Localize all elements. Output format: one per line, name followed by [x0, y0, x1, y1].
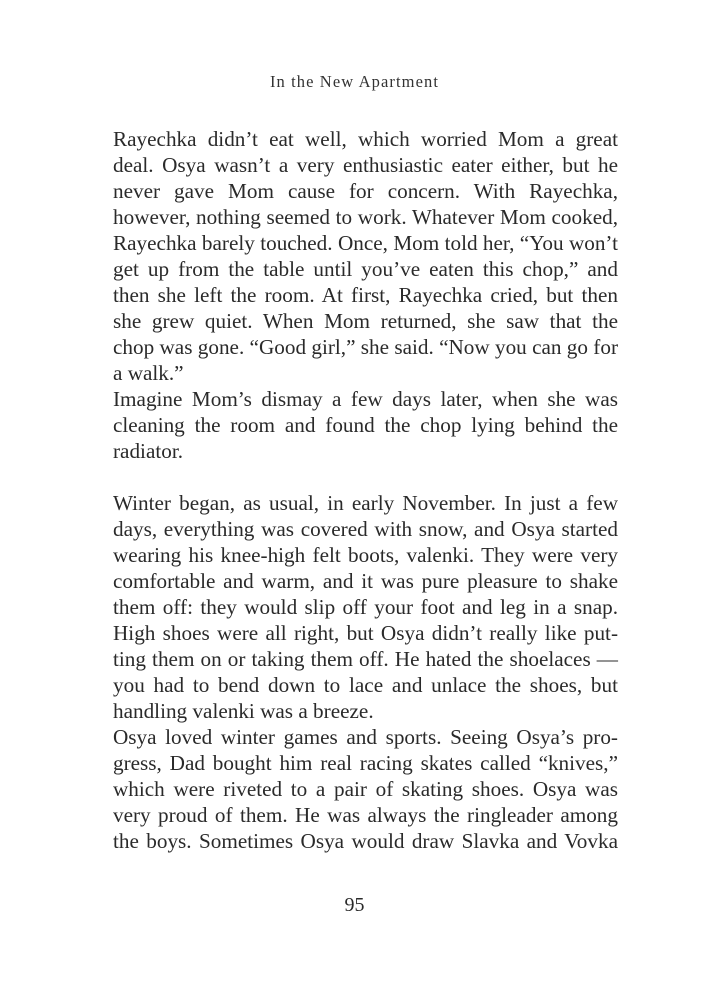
- text-line: which were riveted to a pair of skating shoes. Osya was: [113, 777, 618, 801]
- text-line: handling valenki was a breeze.: [113, 699, 374, 723]
- section-break: [91, 464, 618, 490]
- text-line: them off: they would slip off your foot and leg in a snap.: [113, 595, 618, 619]
- text-line: the boys. Sometimes Osya would draw Slavka and Vovka: [113, 829, 618, 853]
- text-line: comfortable and warm, and it was pure pleasure to shake: [113, 569, 618, 593]
- paragraph-chop-behind-radiator: [91, 386, 618, 464]
- running-head: In the New Apartment: [269, 72, 440, 91]
- text-line: chop was gone. “Good girl,” she said. “Now you can go for: [113, 335, 618, 359]
- section-1: [91, 126, 618, 464]
- text-line: gress, Dad bought him real racing skates called “knives,”: [113, 751, 618, 775]
- text-line: ting them on or taking them off. He hated the shoelaces —: [113, 647, 618, 671]
- text-line: deal. Osya wasn’t a very enthusiastic eater either, but he: [113, 153, 618, 177]
- section-2: [91, 490, 618, 854]
- text-line: days, everything was covered with snow, and Osya started: [113, 517, 618, 541]
- text-line: then she left the room. At first, Rayechka cried, but then: [113, 283, 618, 307]
- paragraph-skates: [91, 724, 618, 854]
- text-line: she grew quiet. When Mom returned, she saw that the: [113, 309, 618, 333]
- text-line: Imagine Mom’s dismay a few days later, when she was: [113, 387, 618, 411]
- text-line: Rayechka didn’t eat well, which worried Mom a great: [113, 127, 618, 151]
- page-number: 95: [344, 894, 365, 916]
- text-line: a walk.”: [113, 361, 184, 385]
- text-line: cleaning the room and found the chop lying behind the: [113, 413, 618, 437]
- paragraph-winter-valenki: [91, 490, 618, 724]
- text-line: get up from the table until you’ve eaten this chop,” and: [113, 257, 618, 281]
- text-line: Rayechka barely touched. Once, Mom told her, “You won’t: [113, 231, 618, 255]
- text-line: Osya loved winter games and sports. Seeing Osya’s pro-: [113, 725, 618, 749]
- text-line: Winter began, as usual, in early November. In just a few: [113, 491, 618, 515]
- text-line: very proud of them. He was always the ringleader among: [113, 803, 618, 827]
- text-line: however, nothing seemed to work. Whatever Mom cooked,: [113, 205, 618, 229]
- body-text: [91, 126, 618, 854]
- text-line: High shoes were all right, but Osya didn’t really like put-: [113, 621, 618, 645]
- text-line: never gave Mom cause for concern. With Rayechka,: [113, 179, 618, 203]
- paragraph-rayechka-eating: [91, 126, 618, 386]
- text-line: you had to bend down to lace and unlace the shoes, but: [113, 673, 618, 697]
- text-line: wearing his knee-high felt boots, valenki. They were very: [113, 543, 618, 567]
- text-line: radiator.: [113, 439, 184, 463]
